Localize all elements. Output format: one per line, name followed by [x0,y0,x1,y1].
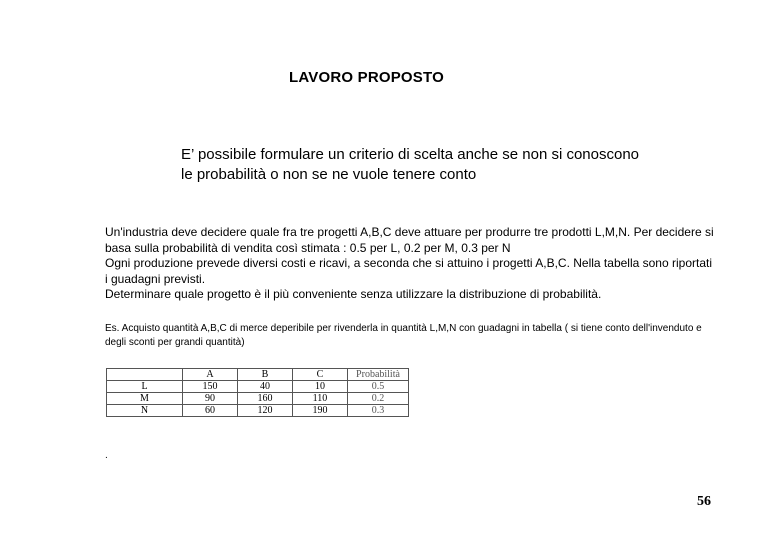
example-text [105,322,715,350]
page-title: LAVORO PROPOSTO [289,69,444,86]
example-paragraph: Es. Acquisto quantità A,B,C di merce deperibile per rivenderla in quantità L,M,N con guadagni in tabella ( si tiene conto dell'invenduto e degli sconti per grandi quantità) [105,323,702,348]
table-row [107,405,409,417]
cell-b: 120 [238,405,293,417]
table-header-row [107,369,409,381]
intro-statement: E’ possibile formulare un criterio di scelta anche se non si conoscono le probabilità o non se ne vuole tenere conto [181,146,640,183]
stray-dot: . [105,450,108,461]
cell-probability: 0.2 [348,393,409,405]
table-header-c: C [293,369,348,381]
table-header-b: B [238,369,293,381]
row-label: L [107,381,183,393]
problem-paragraph-3: Determinare quale progetto è il più conveniente senza utilizzare la distribuzione di probabilità. [105,287,602,301]
table-row [107,381,409,393]
cell-c: 190 [293,405,348,417]
table-header-probability: Probabilità [348,369,409,381]
table-header-a: A [183,369,238,381]
row-label: N [107,405,183,417]
problem-paragraph-2: Ogni produzione prevede diversi costi e ricavi, a seconda che si attuino i progetti A,B,C. Nella tabella sono riportati i guadagni previsti. [105,256,712,286]
cell-c: 10 [293,381,348,393]
cell-a: 90 [183,393,238,405]
cell-probability: 0.5 [348,381,409,393]
cell-b: 40 [238,381,293,393]
cell-a: 150 [183,381,238,393]
problem-paragraph-1: Un'industria deve decidere quale fra tre progetti A,B,C deve attuare per produrre tre prodotti L,M,N. Per decidere si basa sulla probabilità di vendita così stimata : 0.5 per L, 0.2 per M, 0.3 per N [105,225,714,255]
gains-table [106,368,409,417]
table-row [107,393,409,405]
page-number: 56 [697,494,711,509]
table-header-empty [107,369,183,381]
cell-b: 160 [238,393,293,405]
problem-text [105,225,715,303]
cell-c: 110 [293,393,348,405]
row-label: M [107,393,183,405]
cell-probability: 0.3 [348,405,409,417]
cell-a: 60 [183,405,238,417]
